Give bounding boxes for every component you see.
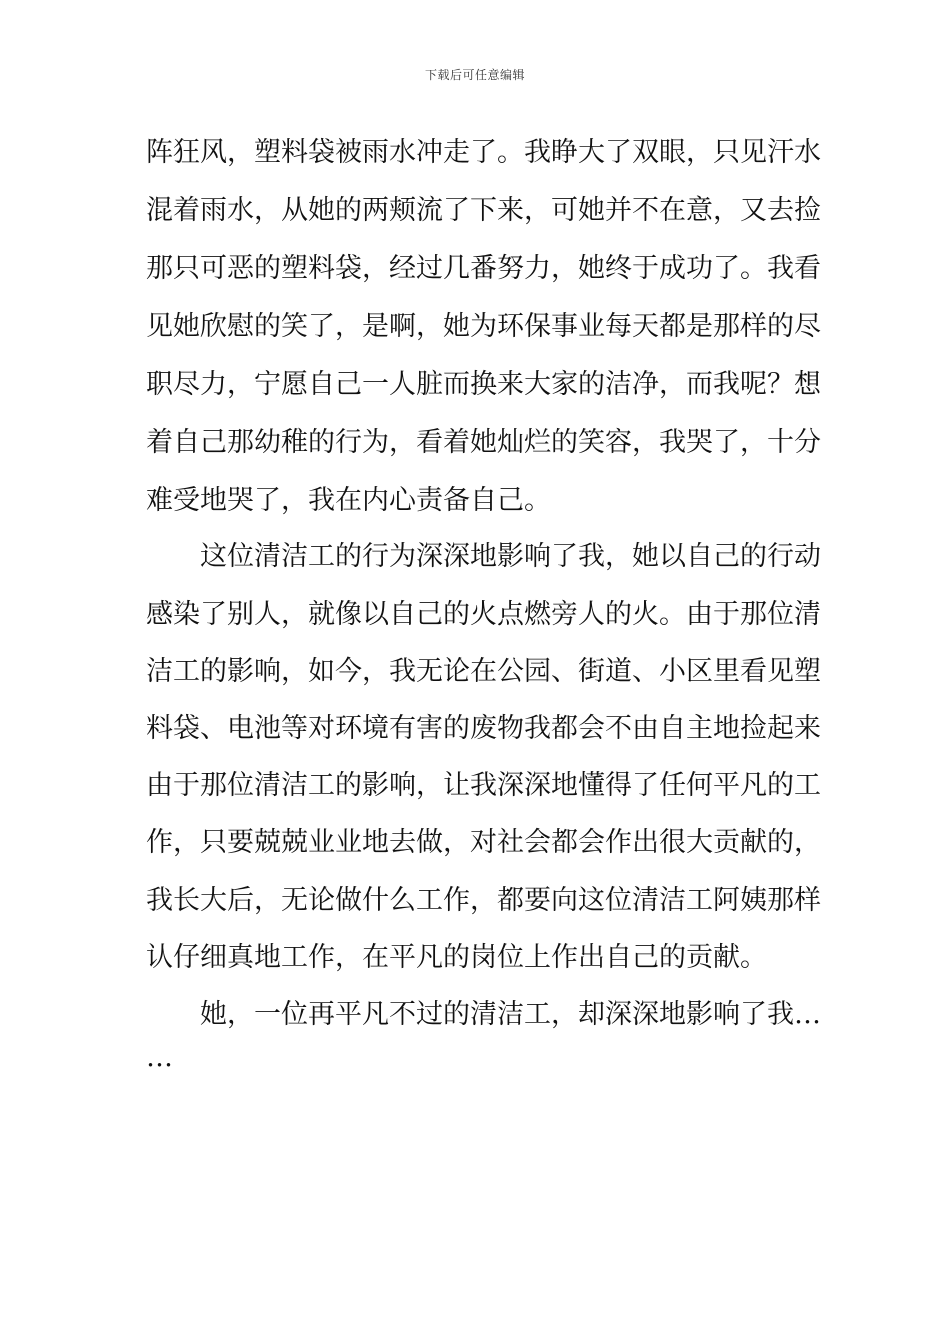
paragraph-1-line-3: 那只可恶的塑料袋，经过几番努力，她终于成功了。我看: [146, 253, 821, 284]
paragraph-2-line-1: 这位清洁工的行为深深地影响了我，她以自己的行动: [200, 541, 821, 572]
paragraph-1-line-5: 职尽力，宁愿自己一人脏而换来大家的洁净，而我呢？想: [146, 369, 821, 400]
paragraph-2-line-3: 洁工的影响，如今，我无论在公园、街道、小区里看见塑: [146, 656, 821, 687]
paragraph-2-line-6: 作，只要兢兢业业地去做，对社会都会作出很大贡献的，: [146, 827, 821, 858]
paragraph-1-line-6: 着自己那幼稚的行为，看着她灿烂的笑容，我哭了，十分: [146, 427, 821, 458]
paragraph-1-line-1: 阵狂风，塑料袋被雨水冲走了。我睁大了双眼，只见汗水: [146, 137, 821, 168]
paragraph-1-line-2: 混着雨水，从她的两颊流了下来，可她并不在意，又去捡: [146, 195, 821, 226]
paragraph-2-line-2: 感染了别人，就像以自己的火点燃旁人的火。由于那位清: [146, 599, 821, 630]
paragraph-2-line-4: 料袋、电池等对环境有害的废物我都会不由自主地捡起来: [146, 713, 821, 744]
paragraph-1-line-7: 难受地哭了，我在内心责备自己。: [146, 485, 551, 516]
paragraph-2-line-5: 由于那位清洁工的影响，让我深深地懂得了任何平凡的工: [146, 770, 821, 801]
paragraph-2-line-8: 认仔细真地工作，在平凡的岗位上作出自己的贡献。: [146, 942, 767, 973]
header-note: 下载后可任意编辑: [424, 68, 525, 82]
paragraph-2-line-7: 我长大后，无论做什么工作，都要向这位清洁工阿姨那样: [146, 885, 821, 916]
paragraph-3-line-1: 她，一位再平凡不过的清洁工，却深深地影响了我…: [200, 999, 821, 1030]
paragraph-3-line-2: …: [146, 1042, 173, 1073]
paragraph-1-line-4: 见她欣慰的笑了，是啊，她为环保事业每天都是那样的尽: [146, 311, 821, 342]
